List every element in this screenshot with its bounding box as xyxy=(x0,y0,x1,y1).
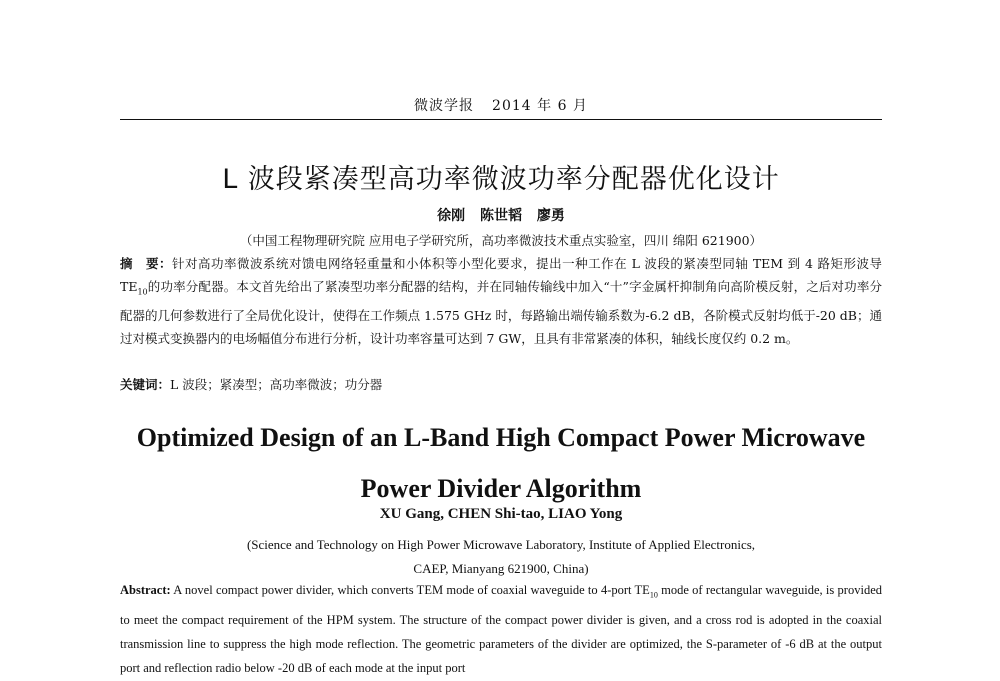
chinese-keywords-label: 关键词： xyxy=(120,377,171,392)
english-abstract-text-1: A novel compact power divider, which converts TEM mode of coaxial waveguide to 4-port TE xyxy=(170,583,650,597)
english-abstract-label: Abstract: xyxy=(120,583,171,597)
chinese-abstract-label: 摘 要： xyxy=(120,256,173,271)
chinese-keywords xyxy=(120,375,882,393)
english-affiliation-line-2: CAEP, Mianyang 621900, China) xyxy=(413,561,589,576)
running-header xyxy=(120,95,882,115)
english-abstract-text-2: mode of rectangular waveguide, is provided to meet the compact requirement of the HPM system. The structure of the compact power divider is given, and a cross rod is adopted in the coaxial transmission line to suppress the high mode reflection. The geometric parameters of the divider are optimized, the S-parameter of -6 dB at the output port and reflection radio below -20 dB of each mode at the input port xyxy=(120,583,882,675)
english-abstract xyxy=(120,578,882,680)
journal-name: 微波学报 xyxy=(414,98,475,114)
english-title-line-1: Optimized Design of an L-Band High Compact Power Microwave xyxy=(136,423,866,452)
english-affiliation xyxy=(120,533,882,581)
english-title xyxy=(120,412,882,514)
issue-date: 2014 年 6 月 xyxy=(492,98,588,114)
chinese-keywords-text: L 波段；紧凑型；高功率微波；功分器 xyxy=(170,377,383,392)
chinese-title: L 波段紧凑型高功率微波功率分配器优化设计 xyxy=(222,164,780,195)
chinese-abstract-subscript: 10 xyxy=(137,287,148,297)
chinese-authors: 徐刚 陈世韬 廖勇 xyxy=(437,208,565,224)
english-abstract-subscript: 10 xyxy=(649,590,658,600)
chinese-affiliation: （中国工程物理研究院 应用电子学研究所，高功率微波技术重点实验室，四川 绵阳 621900） xyxy=(239,233,763,248)
chinese-abstract-text-2: 的功率分配器。本文首先给出了紧凑型功率分配器的结构，并在同轴传输线中加入“十”字金属杆抑制角向高阶模反射，之后对功率分配器的几何参数进行了全局优化设计，使得在工作频点 1.575 GHz 时，每路输出端传输系数为-6.2 dB，各阶模式反射均低于-20 dB；通过对模式变换器内的电场幅值分布进行分析，设计功率容量可达到 7 GW，且具有非常紧凑的体积，轴线长度仅约 0.2 m。 xyxy=(120,279,882,346)
english-affiliation-line-1: (Science and Technology on High Power Microwave Laboratory, Institute of Applied Electronics, xyxy=(246,537,756,552)
english-authors: XU Gang, CHEN Shi-tao, LIAO Yong xyxy=(379,506,623,522)
header-rule xyxy=(120,119,882,120)
english-title-line-2: Power Divider Algorithm xyxy=(360,474,642,503)
chinese-abstract xyxy=(120,252,882,350)
chinese-abstract-text-1: 针对高功率微波系统对馈电网络轻重量和小体积等小型化要求，提出一种工作在 L 波段的紧凑型同轴 TEM 到 4 路矩形波导 TE xyxy=(120,256,882,294)
